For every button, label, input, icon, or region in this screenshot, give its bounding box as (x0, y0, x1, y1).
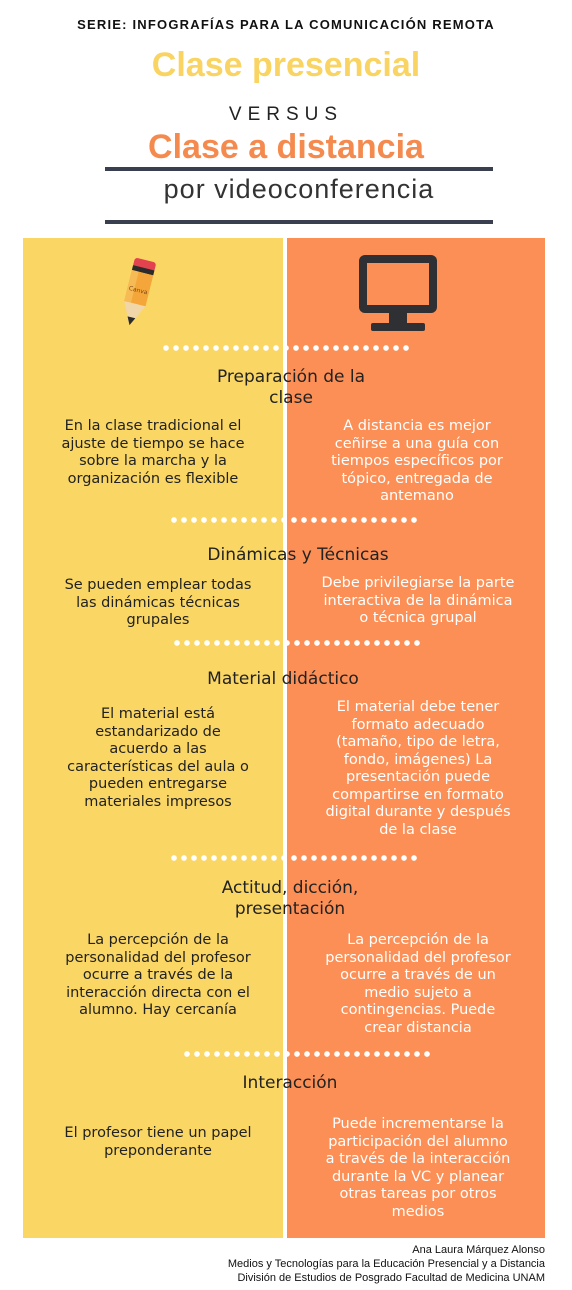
title-distancia: Clase a distancia (148, 128, 424, 166)
title-presencial: Clase presencial (151, 46, 421, 84)
cell-presencial: El material está estandarizado de acuerdo a las características del aula o pueden entregarse materiales impresos (67, 706, 249, 810)
footer-institution: División de Estudios de Posgrado Facultad de Medicina UNAM (237, 1272, 545, 1284)
pencil-icon (112, 255, 162, 335)
cell-distancia: A distancia es mejor ceñirse a una guía con tiempos específicos por tópico, entregada de antemano (331, 418, 503, 504)
cell-distancia: El material debe tener formato adecuado (tamaño, tipo de letra, fondo, imágenes) La presentación puede compartirse en formato digital durante y después de la clase (325, 699, 511, 838)
versus-label: VERSUS (228, 104, 344, 125)
section-heading: Material didáctico (207, 669, 359, 689)
dotted-separator (169, 855, 419, 861)
dotted-separator (169, 517, 419, 523)
dotted-separator (161, 345, 411, 351)
cell-distancia: La percepción de la personalidad del profesor ocurre a través de un medio sujeto a contingencias. Puede crear distancia (325, 932, 511, 1036)
footer-author: Ana Laura Márquez Alonso (412, 1244, 545, 1256)
cell-presencial: Se pueden emplear todas las dinámicas técnicas grupales (64, 577, 252, 628)
subtitle: por videoconferencia (163, 174, 435, 204)
monitor-icon (357, 253, 439, 333)
dotted-separator (172, 640, 422, 646)
dotted-separator (182, 1051, 432, 1057)
cell-presencial: En la clase tradicional el ajuste de tiempo se hace sobre la marcha y la organización es flexible (61, 418, 245, 487)
divider-top (105, 167, 493, 171)
series-label: SERIE: INFOGRAFÍAS PARA LA COMUNICACIÓN REMOTA (77, 17, 495, 32)
svg-text:Canva: Canva (128, 284, 149, 297)
section-heading: Actitud, dicción, presentación (221, 878, 359, 919)
footer-credits (0, 1243, 545, 1285)
footer-course: Medios y Tecnologías para la Educación Presencial y a Distancia (227, 1258, 545, 1270)
cell-presencial: La percepción de la personalidad del profesor ocurre a través de la interacción directa con el alumno. Hay cercanía (65, 932, 251, 1018)
divider-bottom (105, 220, 493, 224)
section-heading: Preparación de la clase (216, 367, 366, 408)
cell-distancia: Debe privilegiarse la parte interactiva de la dinámica o técnica grupal (321, 575, 515, 626)
section-heading: Dinámicas y Técnicas (207, 545, 389, 565)
cell-distancia: Puede incrementarse la participación del alumno a través de la interacción durante la VC y planear otras tareas por otros medios (325, 1116, 511, 1220)
cell-presencial: El profesor tiene un papel preponderante (64, 1125, 252, 1159)
section-heading: Interacción (242, 1073, 338, 1093)
